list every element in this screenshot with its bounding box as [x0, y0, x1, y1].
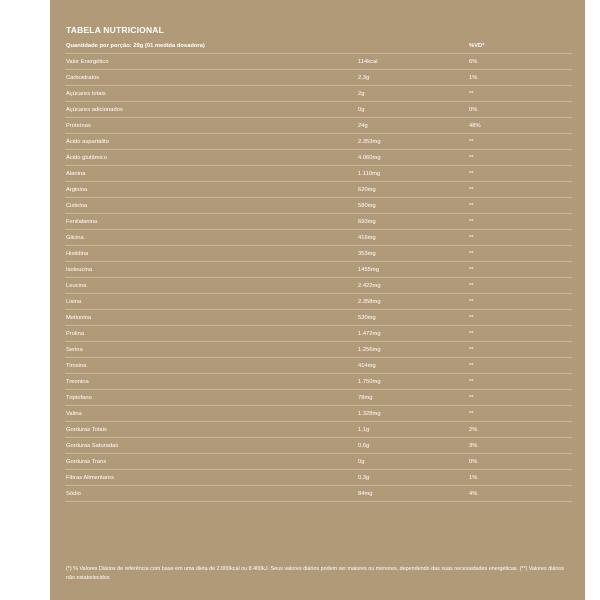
- nutrient-amount: 580mg: [358, 203, 376, 209]
- nutrient-amount: 0g: [358, 459, 365, 465]
- nutrient-name: Gorduras Saturadas: [66, 443, 119, 449]
- nutrient-amount: 1.472mg: [358, 331, 381, 337]
- table-row: [65, 486, 572, 502]
- nutrient-vd: 3%: [469, 443, 478, 449]
- table-row: [65, 246, 572, 262]
- nutrient-name: Metionina: [66, 315, 92, 321]
- table-row: [65, 390, 572, 406]
- nutrient-amount: 2g: [358, 91, 365, 97]
- nutrient-amount: 1455mg: [358, 267, 379, 273]
- nutrient-vd: 0%: [469, 107, 478, 113]
- table-row: [65, 278, 572, 294]
- table-row: [65, 230, 572, 246]
- nutrient-name: Glicina: [66, 235, 84, 241]
- nutrient-vd: **: [469, 331, 474, 337]
- nutrient-amount: 84mg: [358, 491, 373, 497]
- nutrient-amount: 416mg: [358, 235, 376, 241]
- nutrient-name: Açúcares adicionados: [66, 107, 123, 113]
- nutrient-name: Histidina: [66, 251, 89, 257]
- nutrient-vd: 1%: [469, 75, 478, 81]
- nutrient-vd: 4%: [469, 491, 478, 497]
- nutrient-amount: 78mg: [358, 395, 373, 401]
- nutrient-vd: **: [469, 155, 474, 161]
- nutrient-vd: **: [469, 91, 474, 97]
- nutrient-amount: 2,3g: [358, 75, 370, 81]
- nutrient-name: Lisina: [66, 299, 82, 305]
- nutrient-vd: 2%: [469, 427, 478, 433]
- nutrient-name: Leucina: [66, 283, 87, 289]
- table-row: [65, 310, 572, 326]
- table-row: [65, 70, 572, 86]
- nutrient-vd: **: [469, 267, 474, 273]
- table-row: [65, 438, 572, 454]
- footnote: (*) % Valores Diários de referência com base em uma dieta de 2.000kcal ou 8.400kJ. Seus valores diários podem ser maiores ou menores, dependendo das suas necessidades energéticas. (**) Valores diários não estabelecidos.: [66, 566, 565, 581]
- table-header-row: [65, 39, 572, 54]
- nutrient-vd: **: [469, 347, 474, 353]
- nutrient-vd: **: [469, 379, 474, 385]
- nutrient-name: Sódio: [66, 491, 81, 497]
- nutrient-amount: 530mg: [358, 315, 376, 321]
- nutrient-name: Açúcares totais: [66, 91, 106, 97]
- nutrient-amount: 4.060mg: [358, 155, 381, 161]
- nutrient-amount: 1,1g: [358, 427, 370, 433]
- nutrient-name: Cisteína: [66, 203, 88, 209]
- table-row: [65, 102, 572, 118]
- nutrient-name: Gorduras Totais: [66, 427, 107, 433]
- nutrient-name: Valor Energético: [66, 59, 109, 65]
- nutrient-vd: **: [469, 299, 474, 305]
- nutrient-amount: 414mg: [358, 363, 376, 369]
- table-row: [65, 358, 572, 374]
- nutrient-amount: 693mg: [358, 219, 376, 225]
- nutrient-amount: 24g: [358, 123, 368, 129]
- nutrient-amount: 114kcal: [358, 59, 378, 65]
- nutrient-vd: 1%: [469, 475, 478, 481]
- nutrient-vd: **: [469, 171, 474, 177]
- table-row: [65, 262, 572, 278]
- nutrient-name: Serina: [66, 347, 83, 353]
- nutrition-panel: [50, 0, 585, 600]
- nutrient-amount: 0,3g: [358, 475, 370, 481]
- nutrient-amount: 620mg: [358, 187, 376, 193]
- nutrient-vd: 6%: [469, 59, 478, 65]
- nutrient-vd: **: [469, 235, 474, 241]
- nutrient-name: Fibras Alimentares: [66, 475, 115, 481]
- nutrient-name: Fenilalanina: [66, 219, 98, 225]
- nutrient-vd: **: [469, 411, 474, 417]
- nutrient-name: Triptofano: [66, 395, 92, 401]
- nutrition-table: [65, 39, 572, 502]
- nutrient-amount: 2.358mg: [358, 299, 381, 305]
- nutrient-name: Proteínas: [66, 123, 91, 129]
- nutrient-vd: **: [469, 363, 474, 369]
- table-row: [65, 374, 572, 390]
- nutrient-name: Ácido aspartálito: [66, 139, 109, 145]
- nutrient-amount: 2.353mg: [358, 139, 381, 145]
- nutrient-vd: **: [469, 187, 474, 193]
- nutrient-name: Tirosina: [66, 363, 87, 369]
- table-row: [65, 118, 572, 134]
- table-row: [65, 198, 572, 214]
- table-row: [65, 470, 572, 486]
- table-body: [65, 54, 572, 502]
- nutrient-amount: 1.256mg: [358, 347, 381, 353]
- nutrient-vd: **: [469, 219, 474, 225]
- table-row: [65, 342, 572, 358]
- nutrient-name: Valina: [66, 411, 82, 417]
- table-row: [65, 406, 572, 422]
- table-row: [65, 294, 572, 310]
- table-row: [65, 454, 572, 470]
- nutrient-vd: **: [469, 251, 474, 257]
- nutrient-vd: **: [469, 283, 474, 289]
- table-row: [65, 214, 572, 230]
- table-row: [65, 182, 572, 198]
- nutrient-vd: **: [469, 315, 474, 321]
- nutrient-vd: **: [469, 203, 474, 209]
- nutrient-name: Treonina: [66, 379, 89, 385]
- nutrient-vd: **: [469, 395, 474, 401]
- table-row: [65, 150, 572, 166]
- nutrient-vd: **: [469, 139, 474, 145]
- nutrient-amount: 2.422mg: [358, 283, 381, 289]
- table-row: [65, 166, 572, 182]
- table-row: [65, 54, 572, 70]
- nutrient-amount: 353mg: [358, 251, 376, 257]
- nutrient-name: Alanina: [66, 171, 86, 177]
- portion-label: Quantidade por porção: 29g (01 medida dosadora): [66, 43, 205, 49]
- nutrient-name: Arginina: [66, 187, 88, 193]
- table-title: TABELA NUTRICIONAL: [66, 25, 165, 35]
- table-row: [65, 326, 572, 342]
- nutrient-amount: 1.110mg: [358, 171, 381, 177]
- nutrient-name: Prolina: [66, 331, 85, 337]
- nutrient-name: Gorduras Trans: [66, 459, 107, 465]
- nutrient-name: Isoleucina: [66, 267, 93, 273]
- nutrient-amount: 0g: [358, 107, 365, 113]
- table-row: [65, 86, 572, 102]
- nutrient-amount: 1.328mg: [358, 411, 381, 417]
- vd-header: %VD*: [469, 43, 485, 49]
- nutrient-name: Ácido glutâmico: [66, 155, 107, 161]
- table-row: [65, 134, 572, 150]
- nutrient-vd: 48%: [469, 123, 481, 129]
- nutrient-name: Carboidratos: [66, 75, 100, 81]
- nutrient-amount: 1.750mg: [358, 379, 381, 385]
- nutrient-vd: 0%: [469, 459, 478, 465]
- nutrient-amount: 0,6g: [358, 443, 370, 449]
- table-row: [65, 422, 572, 438]
